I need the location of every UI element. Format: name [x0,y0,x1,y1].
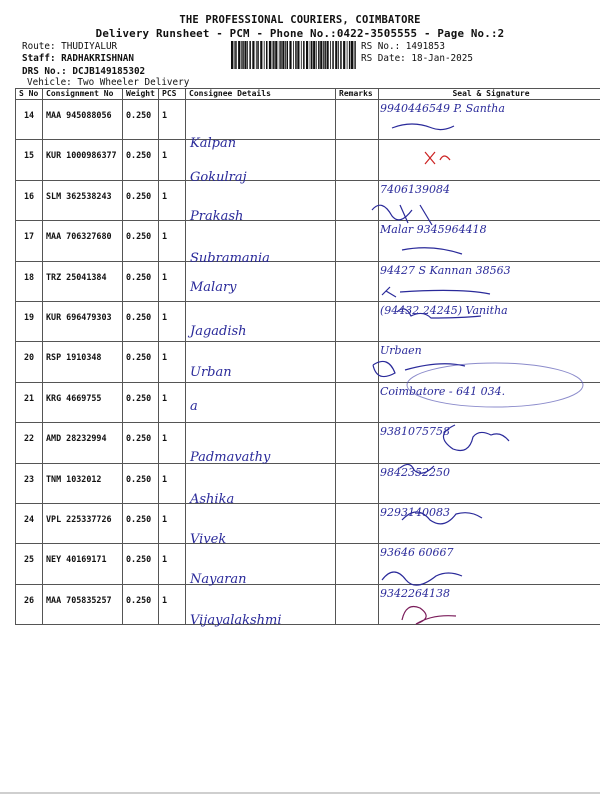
drs-number: DRS No.: DCJB149185302 [22,66,146,77]
row-consignment-no: KRG 4669755 [43,382,123,422]
table-row [16,100,600,140]
row-remarks-cell [336,180,379,220]
row-remarks-cell [336,503,379,543]
table-row [16,503,600,543]
row-remarks-cell [336,382,379,422]
col-consignment: Consignment No [43,89,123,100]
bottom-edge-divider [0,792,600,794]
row-sno: 26 [16,584,43,624]
staff-label: Staff: RADHAKRISHNAN [22,53,134,64]
col-signature: Seal & Signature [379,89,600,100]
row-weight: 0.250 [123,463,159,503]
row-sno: 18 [16,261,43,301]
row-sno: 14 [16,100,43,140]
col-consignee: Consignee Details [186,89,336,100]
row-pcs: 1 [159,463,186,503]
row-remarks-cell [336,544,379,584]
row-remarks-cell [336,140,379,180]
table-row [16,584,600,624]
col-remarks: Remarks [336,89,379,100]
row-pcs: 1 [159,342,186,382]
row-pcs: 1 [159,584,186,624]
row-consignment-no: MAA 706327680 [43,221,123,261]
table-header-row [16,89,600,100]
signature-handwriting: 93646 60667 [380,546,454,560]
consignee-handwriting: Malary [190,279,237,295]
signature-handwriting: 9342264138 [380,586,450,600]
consignee-handwriting: Kalpan [190,136,237,151]
row-sno: 24 [16,503,43,543]
consignee-handwriting: Prakash [190,208,244,224]
row-weight: 0.250 [123,261,159,301]
row-pcs: 1 [159,423,186,463]
row-pcs: 1 [159,221,186,261]
consignee-handwriting: Vijayalakshmi [190,612,282,628]
consignee-handwriting: Jagadish [190,324,247,339]
row-pcs: 1 [159,382,186,422]
row-consignment-no: MAA 705835257 [43,584,123,624]
row-consignment-no: AMD 28232994 [43,423,123,463]
signature-handwriting: 9940446549 P. Santha [380,102,505,115]
row-weight: 0.250 [123,342,159,382]
table-row [16,544,600,584]
row-sno: 25 [16,544,43,584]
signature-handwriting: 94427 S Kannan 38563 [380,263,511,277]
row-remarks-cell [336,584,379,624]
row-sno: 22 [16,423,43,463]
row-consignment-no: MAA 945088056 [43,100,123,140]
signature-handwriting: (94432 24245) Vanitha [380,304,508,317]
row-sno: 21 [16,382,43,422]
row-remarks-cell [336,301,379,341]
table-row [16,180,600,220]
table-row [16,342,600,382]
barcode-icon [231,41,356,69]
consignee-handwriting: Nayaran [190,572,247,588]
consignee-handwriting: Vivek [190,532,227,547]
row-pcs: 1 [159,503,186,543]
row-pcs: 1 [159,140,186,180]
row-pcs: 1 [159,544,186,584]
row-consignee-cell [186,100,336,140]
table-row [16,261,600,301]
signature-handwriting: Malar 9345964418 [380,223,487,237]
row-weight: 0.250 [123,584,159,624]
consignee-handwriting: Gokulraj [190,170,247,186]
row-weight: 0.250 [123,423,159,463]
row-consignment-no: KUR 696479303 [43,301,123,341]
signature-handwriting: 9381075758 [380,425,450,439]
row-consignment-no: RSP 1910348 [43,342,123,382]
table-row [16,382,600,422]
row-weight: 0.250 [123,140,159,180]
signature-handwriting: 7406139084 [380,182,450,196]
row-weight: 0.250 [123,544,159,584]
row-weight: 0.250 [123,180,159,220]
row-pcs: 1 [159,301,186,341]
signature-handwriting: 9293140083 [380,506,450,519]
row-sno: 19 [16,301,43,341]
row-sno: 23 [16,463,43,503]
company-title: THE PROFESSIONAL COURIERS, COIMBATORE [179,14,421,26]
row-sno: 15 [16,140,43,180]
runsheet-subtitle: Delivery Runsheet - PCM - Phone No.:0422-3505555 - Page No.:2 [95,27,505,40]
row-remarks-cell [336,100,379,140]
consignee-handwriting: Subramania [190,251,270,267]
row-weight: 0.250 [123,100,159,140]
consignee-handwriting: Padmavathy [190,450,271,466]
table-row [16,221,600,261]
col-pcs: PCS [159,89,186,100]
route-label: Route: THUDIYALUR [22,41,118,52]
signature-handwriting: Urbaen [380,344,422,358]
row-sno: 17 [16,221,43,261]
consignee-handwriting: Ashika [190,491,235,507]
row-remarks-cell [336,261,379,301]
row-remarks-cell [336,342,379,382]
row-consignment-no: TRZ 25041384 [43,261,123,301]
table-row [16,423,600,463]
row-sno: 20 [16,342,43,382]
row-remarks-cell [336,423,379,463]
col-weight: Weight [123,89,159,100]
row-pcs: 1 [159,261,186,301]
row-consignment-no: TNM 1032012 [43,463,123,503]
table-row [16,301,600,341]
consignee-handwriting: Urban [190,365,232,381]
table-row [16,140,600,180]
row-weight: 0.250 [123,301,159,341]
row-weight: 0.250 [123,221,159,261]
rs-number: RS No.: 1491853 [361,41,445,52]
row-remarks-cell [336,463,379,503]
signature-handwriting: 9842352250 [380,465,450,479]
consignee-handwriting: a [190,398,198,414]
row-consignment-no: SLM 362538243 [43,180,123,220]
vehicle-label: Vehicle: Two Wheeler Delivery [27,77,190,88]
col-sno: S No [16,89,43,100]
table-row [16,463,600,503]
row-remarks-cell [336,221,379,261]
row-consignment-no: NEY 40169171 [43,544,123,584]
row-pcs: 1 [159,180,186,220]
runsheet-table [15,88,600,625]
row-consignee-cell [186,382,336,422]
signature-handwriting: Coimbatore - 641 034. [380,384,506,398]
row-consignment-no: KUR 1000986377 [43,140,123,180]
row-sno: 16 [16,180,43,220]
row-weight: 0.250 [123,503,159,543]
row-signature-cell [379,140,600,180]
row-consignment-no: VPL 225337726 [43,503,123,543]
row-pcs: 1 [159,100,186,140]
row-weight: 0.250 [123,382,159,422]
rs-date: RS Date: 18-Jan-2025 [361,53,473,64]
